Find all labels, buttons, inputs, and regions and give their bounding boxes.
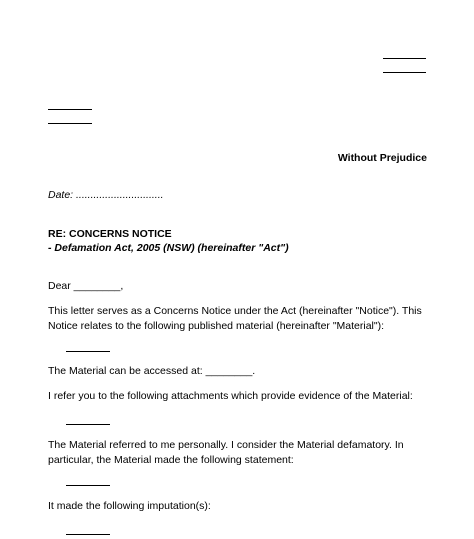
- imputation-blank-line: [66, 534, 110, 535]
- date-line: Date: ..............................: [48, 189, 164, 201]
- attachments-blank-line: [66, 424, 110, 425]
- re-line: RE: CONCERNS NOTICE: [48, 228, 172, 240]
- paragraph-statement-line-2: particular, the Material made the following statement:: [48, 454, 294, 466]
- act-line: - Defamation Act, 2005 (NSW) (hereinafter "Act"): [48, 242, 289, 254]
- recipient-blank-line-2: [48, 123, 92, 124]
- attachments-line: I refer you to the following attachments which provide evidence of the Material:: [48, 390, 413, 402]
- statement-blank-line: [66, 485, 110, 486]
- paragraph-statement-line-1: The Material referred to me personally. I consider the Material defamatory. In: [48, 439, 404, 451]
- sender-blank-line-2: [383, 72, 426, 73]
- paragraph-notice-line-1: This letter serves as a Concerns Notice under the Act (hereinafter "Notice"). This: [48, 305, 422, 317]
- without-prejudice-heading: Without Prejudice: [337, 152, 427, 164]
- accessed-at-line: The Material can be accessed at: ________.: [48, 365, 256, 377]
- imputation-line: It made the following imputation(s):: [48, 500, 211, 512]
- sender-blank-line-1: [383, 58, 426, 59]
- recipient-blank-line-1: [48, 109, 92, 110]
- material-blank-line: [66, 351, 110, 352]
- salutation: Dear ________,: [48, 280, 124, 292]
- paragraph-notice-line-2: Notice relates to the following published material (hereinafter "Material"):: [48, 320, 385, 332]
